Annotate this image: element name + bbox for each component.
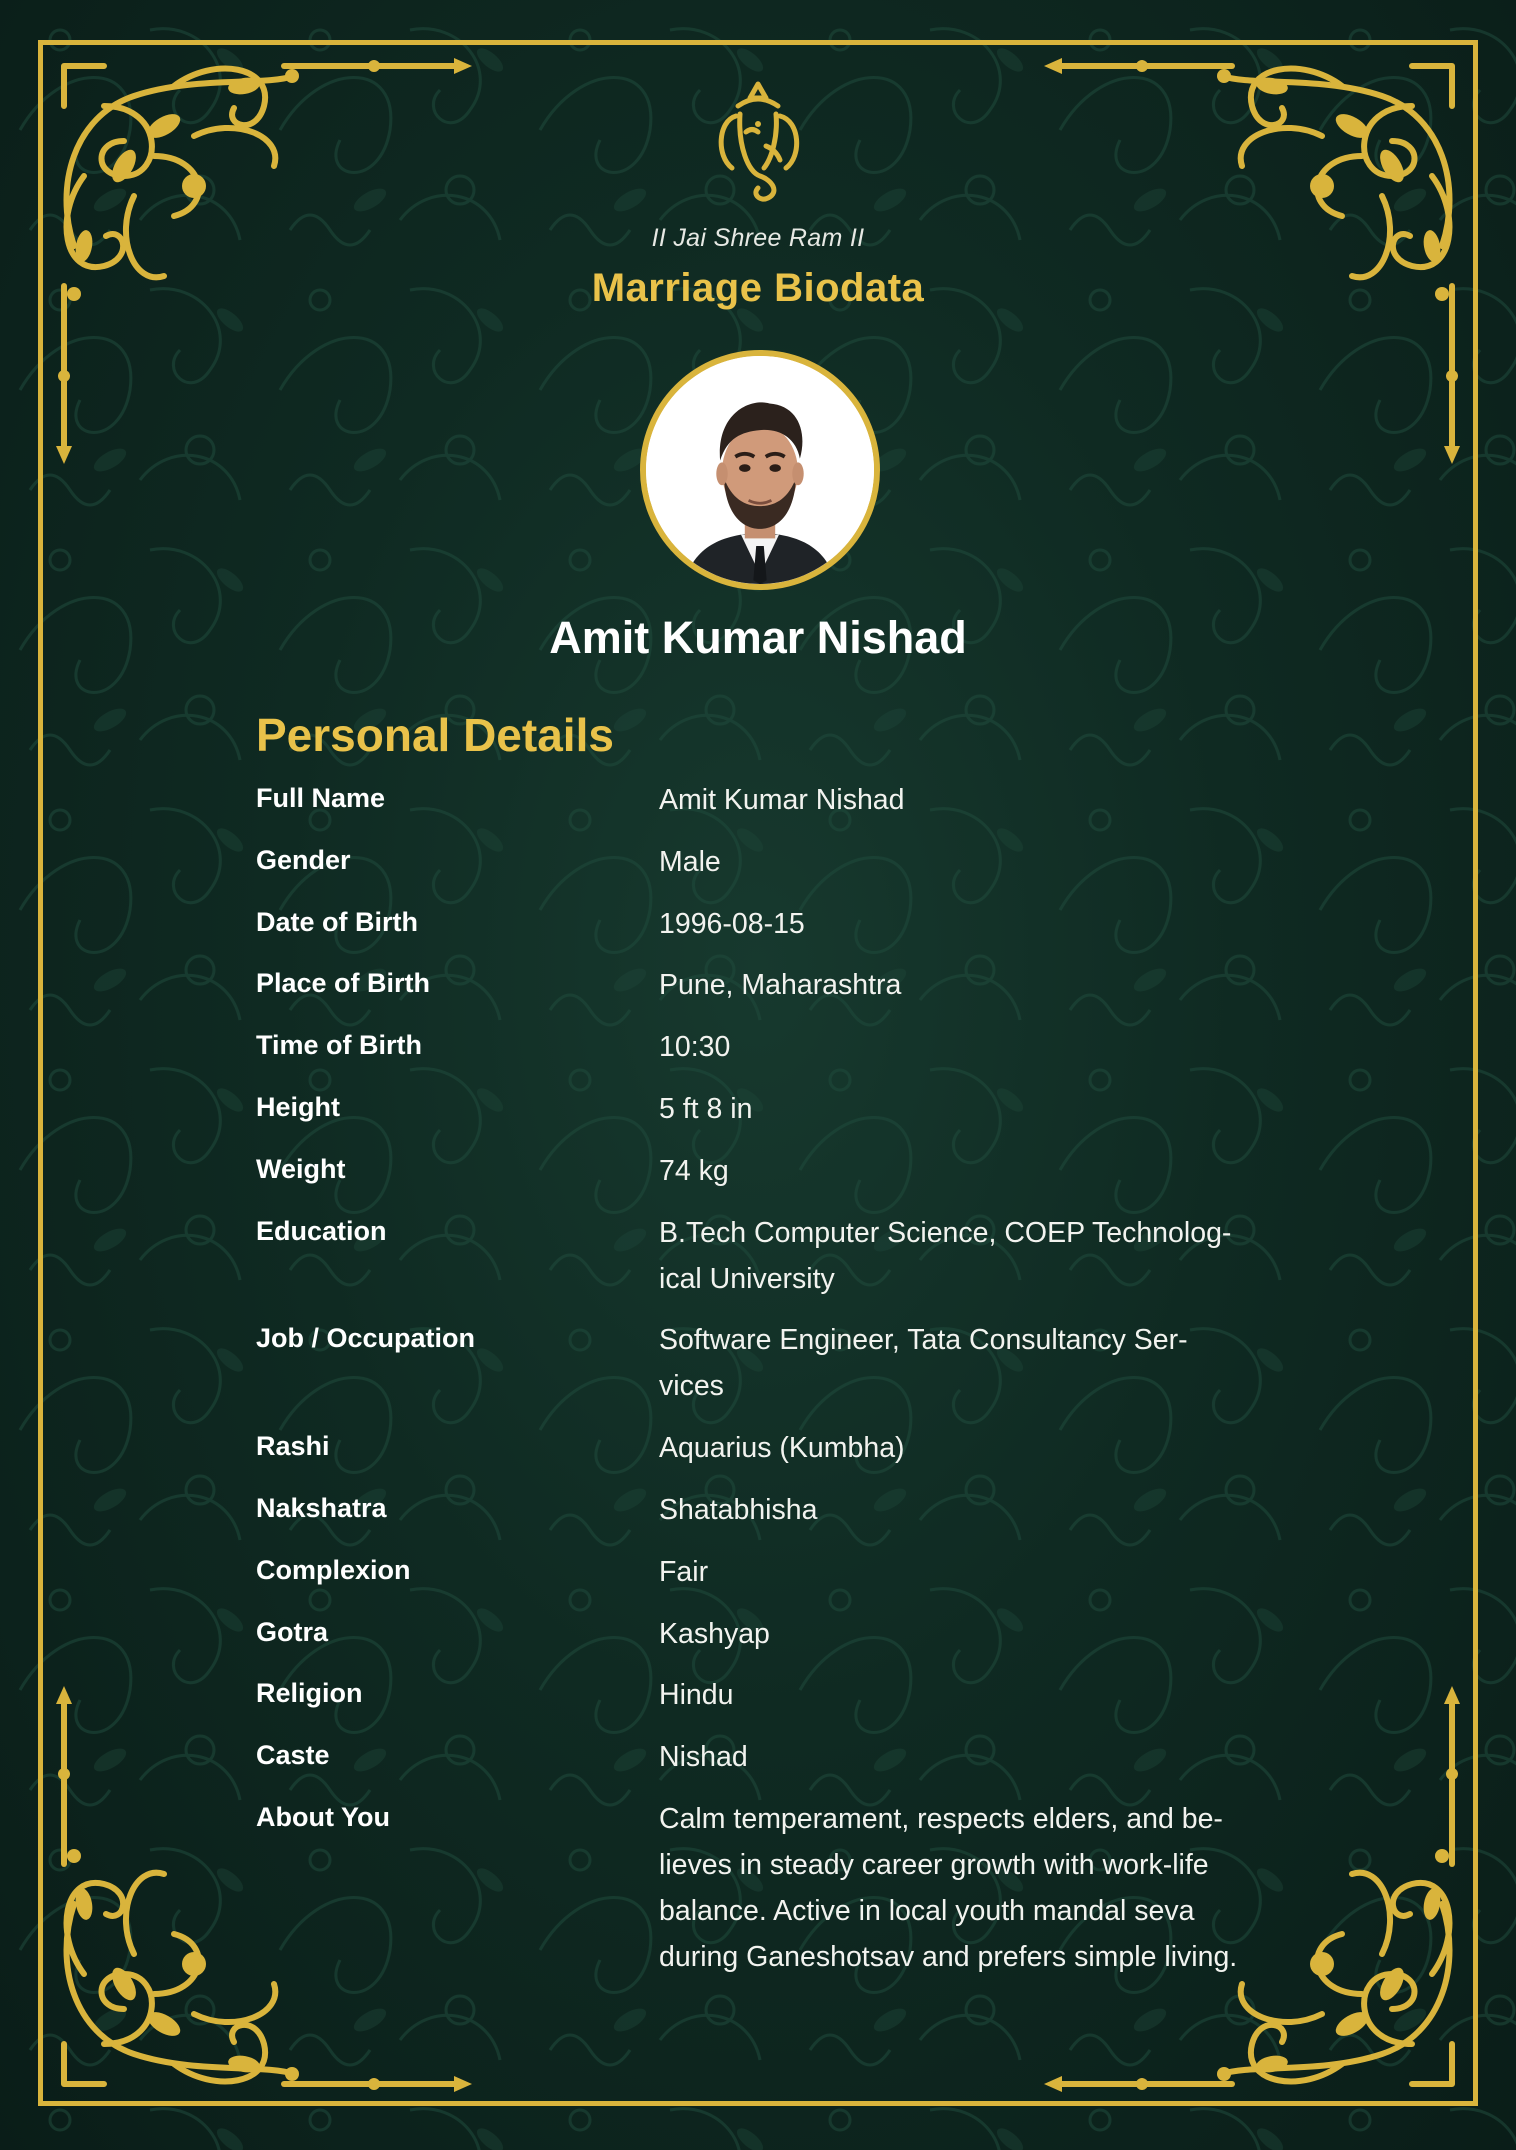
detail-value: 5 ft 8 in	[659, 1092, 753, 1125]
detail-label: Date of Birth	[256, 906, 418, 937]
profile-photo	[640, 350, 880, 590]
detail-value: Aquarius (Kumbha)	[659, 1432, 905, 1465]
detail-row-place-of-birth	[256, 959, 1266, 1008]
ganesh-icon	[708, 76, 808, 206]
detail-value: 1996-08-15	[659, 907, 805, 940]
detail-row-gender	[256, 836, 1266, 885]
detail-value: Software Engineer, Tata Consultancy Ser- vices	[659, 1324, 1188, 1403]
detail-value: 10:30	[659, 1031, 731, 1064]
detail-label: Place of Birth	[256, 968, 431, 999]
detail-row-education	[256, 1207, 1266, 1302]
detail-value: Male	[659, 845, 721, 878]
detail-label: Nakshatra	[256, 1492, 387, 1523]
detail-row-weight	[256, 1145, 1266, 1194]
detail-label: Full Name	[256, 783, 386, 813]
section-title-personal-details: Personal Details	[256, 709, 614, 761]
person-name: Amit Kumar Nishad	[549, 612, 967, 663]
invocation-text: II Jai Shree Ram II	[651, 224, 865, 252]
detail-row-full-name	[256, 774, 1266, 823]
detail-value: 74 kg	[659, 1154, 729, 1187]
personal-details-list	[256, 774, 1266, 1993]
avatar	[646, 356, 874, 584]
detail-value: Calm temperament, respects elders, and be- lieves in steady career growth with work-life balance. Active in local youth mandal seva during Ganeshotsav and prefers simple living.	[659, 1802, 1238, 1973]
detail-value: Pune, Maharashtra	[659, 969, 902, 1002]
detail-label: Caste	[256, 1740, 330, 1771]
detail-row-complexion	[256, 1546, 1266, 1595]
document-title: Marriage Biodata	[591, 266, 925, 310]
detail-label: Gotra	[256, 1616, 329, 1647]
detail-row-job-occupation	[256, 1314, 1266, 1409]
detail-label: Gender	[256, 844, 351, 875]
detail-row-caste	[256, 1731, 1266, 1780]
detail-value: Nishad	[659, 1741, 748, 1774]
detail-label: Complexion	[256, 1554, 411, 1585]
detail-label: Rashi	[256, 1431, 330, 1462]
detail-label: Time of Birth	[256, 1030, 423, 1061]
detail-value: B.Tech Computer Science, COEP Technolog- ical University	[659, 1216, 1232, 1295]
detail-label: Weight	[256, 1153, 346, 1184]
detail-row-religion	[256, 1669, 1266, 1718]
detail-value: Shatabhisha	[659, 1493, 818, 1526]
detail-row-about-you	[256, 1793, 1266, 1980]
detail-row-rashi	[256, 1422, 1266, 1471]
detail-row-height	[256, 1083, 1266, 1132]
detail-label: Religion	[256, 1678, 363, 1709]
detail-row-nakshatra	[256, 1484, 1266, 1533]
detail-label: Education	[256, 1215, 387, 1246]
detail-label: Job / Occupation	[256, 1323, 476, 1354]
detail-value: Hindu	[659, 1679, 734, 1712]
detail-value: Amit Kumar Nishad	[659, 784, 905, 816]
detail-row-gotra	[256, 1608, 1266, 1657]
detail-value: Kashyap	[659, 1617, 770, 1650]
detail-row-date-of-birth	[256, 898, 1266, 947]
detail-row-time-of-birth	[256, 1021, 1266, 1070]
detail-value: Fair	[659, 1555, 709, 1588]
detail-label: About You	[256, 1801, 390, 1832]
detail-label: Height	[256, 1091, 340, 1122]
